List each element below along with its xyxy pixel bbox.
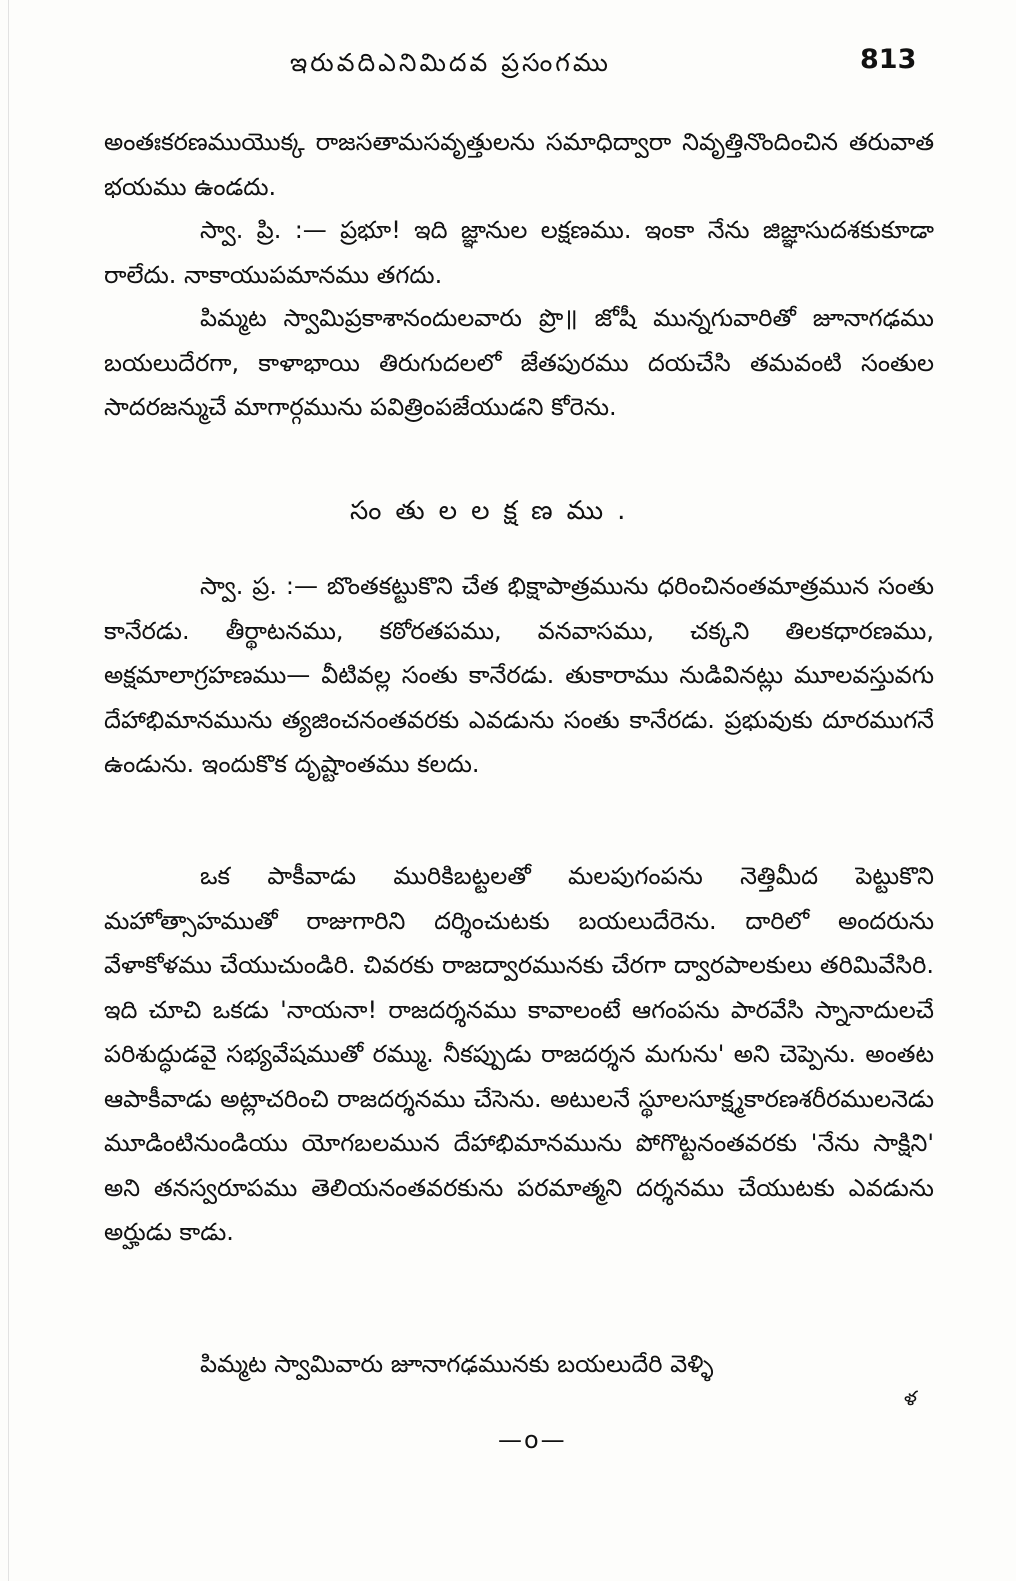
margin-mark: ళ [904,1386,917,1410]
paragraph-2: స్వా. ప్రి. :— ప్రభూ! ఇది జ్ఞానుల లక్షణము. ఇంకా నేను జిజ్ఞాసుదశకుకూడా రాలేదు. నాకాయుపమానము తగదు. [104,216,934,289]
section-heading: సంతులలక్షణము. [350,496,640,526]
paragraph-1: అంతఃకరణముయొక్క రాజసతామసవృత్తులను సమాధిద్వారా నివృత్తినొందించిన తరువాత భయము ఉండదు. [104,128,934,201]
paragraph-4: స్వా. ప్ర. :— బొంతకట్టుకొని చేత భిక్షాపాత్రమును ధరించినంతమాత్రమున సంతు కానేరడు. తీర్థాటనము, కఠోరతపము, వనవాసము, చక్కని తిలకధారణము, అక్షమాలాగ్రహణము— వీటివల్ల సంతు కానేరడు. తుకారాము నుడివినట్లు మూలవస్తువగు దేహాభిమానమును త్యజించనంతవరకు ఎవడును సంతు కానేరడు. ప్రభువుకు దూరముగనే ఉండును. ఇందుకొక దృష్టాంతము కలదు. [104,572,934,778]
paragraph-5: ఒక పాకీవాడు మురికిబట్టలతో మలపుగంపను నెత్తిమీద పెట్టుకొని మహోత్సాహముతో రాజుగారిని దర్శించుటకు బయలుదేరెను. దారిలో అందరును వేళాకోళము చేయుచుండిరి. చివరకు రాజద్వారమునకు చేరగా ద్వారపాలకులు తరిమివేసిరి. ఇది చూచి ఒకడు 'నాయనా! రాజదర్శనము కావాలంటే ఆగంపను పారవేసి స్నానాదులచే పరిశుద్ధుడవై సభ్యవేషముతో రమ్ము. నీకప్పుడు రాజదర్శన మగును' అని చెప్పెను. అంతట ఆపాకీవాడు అట్లాచరించి రాజదర్శనము చేసెను. అటులనే స్థూలసూక్ష్మకారణశరీరములనెడు మూడింటినుండియు యోగబలమున దేహాభిమానమును పోగొట్టనంతవరకు 'నేను సాక్షిని' అని తనస్వరూపము తెలియనంతవరకును పరమాత్మని దర్శనము చేయుటకు ఎవడును అర్హుడు కాడు. [104,862,934,1246]
running-header: ఇరువదిఎనిమిదవ ప్రసంగము [290,48,611,77]
paragraph-3: పిమ్మట స్వామిప్రకాశానందులవారు ప్రొ॥ జోషీ మున్నగువారితో జూనాగఢము బయలుదేరగా, కాళాభాయి తిరుగుదలలో జేతపురము దయచేసి తమవంటి సంతుల సాదరజన్ముచే మాగార్గమును పవిత్రింపజేయుడని కోరెను. [104,304,934,421]
paragraph-6: పిమ్మట స్వామివారు జూనాగఢమునకు బయలుదేరి వెళ్ళి [200,1350,714,1378]
page-number: 813 [860,44,917,75]
page-edge-line [8,0,9,1581]
end-ornament: —o— [498,1426,567,1454]
